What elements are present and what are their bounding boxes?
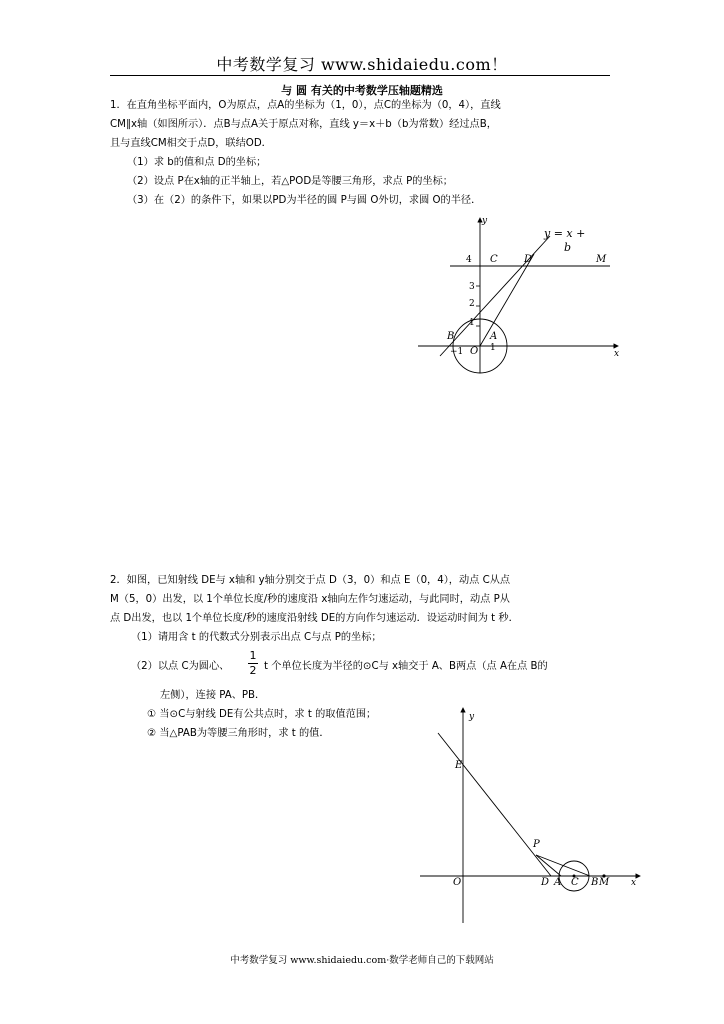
label-c: C — [571, 877, 579, 888]
page-footer: 中考数学复习 www.shidaiedu.com·数学老师自己的下载网站 — [230, 955, 494, 966]
problem2-line3: 点 D出发，也以 1个单位长度/秒的速度沿射线 DE的方向作匀速运动．设运动时间为 t 秒． — [110, 613, 519, 624]
fraction-one-half — [248, 650, 258, 677]
label-a: A — [490, 331, 498, 342]
label-b: B — [591, 877, 599, 888]
problem1-line3: 且与直线CM相交于点D，联结OD． — [110, 138, 272, 149]
tick-label-2: 2 — [469, 299, 475, 309]
label-line-eq: y = x + — [544, 227, 586, 240]
tick-label-neg1: −1 — [450, 347, 464, 357]
page-title: 与 圆 有关的中考数学压轴题精选 — [281, 84, 443, 97]
label-a: A — [554, 877, 562, 888]
fraction-numerator: 1 — [249, 649, 257, 662]
problem2-q2-line2: 左侧），连接 PA、PB． — [160, 690, 266, 701]
label-m: M — [599, 877, 610, 888]
label-m: M — [596, 254, 607, 265]
problem2-q2-ii: ② 当△PAB为等腰三角形时，求 t 的值． — [147, 728, 330, 739]
label-b: B — [447, 331, 455, 342]
problem2-q2-i: ① 当⊙C与射线 DE有公共点时，求 t 的取值范围； — [147, 709, 377, 720]
label-p: P — [533, 839, 540, 850]
label-x: x — [631, 878, 637, 888]
label-c: C — [490, 254, 498, 265]
label-e: E — [455, 760, 463, 771]
problem1-line1: 1．在直角坐标平面内，O为原点，点A的坐标为（1，0），点C的坐标为（0，4），直线 — [110, 100, 501, 111]
ray-de — [438, 733, 551, 876]
problem2-q2-post: t 个单位长度为半径的⊙C与 x轴交于 A、B两点（点 A在点 B的 — [264, 661, 548, 672]
tick-label-x1: 1 — [490, 343, 496, 353]
problem1-q1: （1）求 b的值和点 D的坐标； — [127, 157, 267, 168]
label-d: D — [541, 877, 550, 888]
label-y: y — [469, 712, 475, 722]
label-line-b: b — [564, 241, 572, 254]
problem2-figure — [418, 703, 648, 928]
label-d: D — [524, 254, 533, 265]
label-y: y — [482, 216, 488, 226]
tick-label-3: 3 — [469, 282, 475, 292]
tick-label-4: 4 — [466, 255, 472, 265]
problem1-line2: CM∥x轴（如图所示）．点B与点A关于原点对称，直线 y＝x＋b（b为常数）经过点B， — [110, 119, 497, 130]
problem1-q3: （3）在（2）的条件下，如果以PD为半径的圆 P与圆 O外切，求圆 O的半径． — [127, 195, 482, 206]
problem2-q1: （1）请用含 t 的代数式分别表示出点 C与点 P的坐标； — [131, 632, 382, 643]
label-x: x — [614, 349, 620, 359]
problem2-q2-pre: （2）以点 C为圆心、 — [131, 661, 230, 672]
label-o: O — [470, 346, 479, 357]
problem1-q2: （2）设点 P在x轴的正半轴上，若△POD是等腰三角形，求点 P的坐标； — [127, 176, 453, 187]
problem2-line2: M（5，0）出发，以 1个单位长度/秒的速度沿 x轴向左作匀速运动，与此同时，动点 P从 — [110, 594, 510, 605]
label-o: O — [453, 877, 462, 888]
header-rule — [110, 75, 610, 76]
tick-label-1: 1 — [469, 318, 475, 328]
problem1-figure — [410, 208, 625, 378]
page-header: 中考数学复习 www.shidaiedu.com！ — [216, 55, 508, 74]
segment-od — [480, 254, 534, 346]
problem2-line1: 2．如图，已知射线 DE与 x轴和 y轴分别交于点 D（3，0）和点 E（0，4），动点 C从点 — [110, 575, 511, 586]
fraction-denominator: 2 — [249, 664, 257, 677]
